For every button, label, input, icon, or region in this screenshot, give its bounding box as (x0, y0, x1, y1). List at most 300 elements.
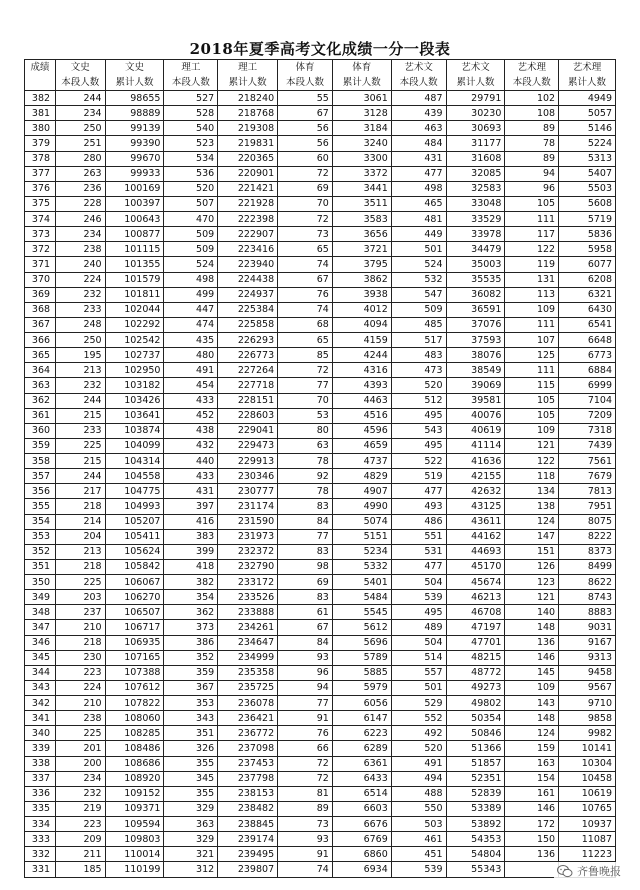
count-cell: 218 (55, 559, 105, 574)
count-cell: 109371 (105, 801, 164, 816)
count-cell: 110014 (105, 847, 164, 862)
count-cell: 536 (164, 166, 218, 181)
count-cell: 523 (164, 136, 218, 151)
count-cell: 477 (391, 484, 446, 499)
count-cell: 102 (505, 91, 559, 106)
count-cell: 70 (278, 196, 333, 211)
count-cell: 74 (278, 257, 333, 272)
count-cell: 225384 (218, 302, 278, 317)
count-cell: 527 (164, 91, 218, 106)
count-cell: 5545 (332, 605, 391, 620)
score-cell: 356 (25, 484, 56, 499)
count-cell: 5151 (332, 529, 391, 544)
count-cell: 11087 (559, 832, 616, 847)
count-cell: 211 (55, 847, 105, 862)
count-cell: 65 (278, 333, 333, 348)
count-cell: 6289 (332, 741, 391, 756)
count-cell: 111 (505, 212, 559, 227)
count-cell: 89 (505, 121, 559, 136)
count-cell: 11223 (559, 847, 616, 862)
count-cell: 172 (505, 817, 559, 832)
count-cell: 4316 (332, 363, 391, 378)
count-cell: 104993 (105, 499, 164, 514)
count-cell: 501 (391, 680, 446, 695)
count-cell: 77 (278, 378, 333, 393)
count-cell: 362 (164, 605, 218, 620)
count-cell: 73 (278, 227, 333, 242)
count-cell: 102292 (105, 317, 164, 332)
count-cell: 7561 (559, 454, 616, 469)
count-cell: 232 (55, 786, 105, 801)
count-cell: 6208 (559, 272, 616, 287)
count-cell: 101579 (105, 272, 164, 287)
count-cell: 47197 (446, 620, 505, 635)
count-cell: 37593 (446, 333, 505, 348)
count-cell: 32583 (446, 181, 505, 196)
count-cell: 484 (391, 136, 446, 151)
count-cell: 524 (391, 257, 446, 272)
score-cell: 377 (25, 166, 56, 181)
count-cell: 217 (55, 484, 105, 499)
count-cell: 355 (164, 756, 218, 771)
count-cell: 46708 (446, 605, 505, 620)
table-row (25, 680, 616, 695)
count-cell: 53389 (446, 801, 505, 816)
count-cell: 221421 (218, 181, 278, 196)
table-row (25, 469, 616, 484)
table-row (25, 605, 616, 620)
count-cell: 3441 (332, 181, 391, 196)
count-cell: 233172 (218, 575, 278, 590)
count-cell: 150 (505, 832, 559, 847)
count-cell: 10304 (559, 756, 616, 771)
count-cell: 107612 (105, 680, 164, 695)
score-cell: 351 (25, 559, 56, 574)
score-cell: 372 (25, 242, 56, 257)
count-cell: 113 (505, 287, 559, 302)
count-cell: 351 (164, 726, 218, 741)
header-cell: 艺术理 (505, 60, 559, 76)
count-cell: 6430 (559, 302, 616, 317)
table-row (25, 559, 616, 574)
count-cell: 234 (55, 106, 105, 121)
count-cell: 3862 (332, 272, 391, 287)
count-cell: 5074 (332, 514, 391, 529)
count-cell: 222907 (218, 227, 278, 242)
score-cell: 373 (25, 227, 56, 242)
table-row (25, 575, 616, 590)
count-cell: 209 (55, 832, 105, 847)
count-cell: 83 (278, 499, 333, 514)
table-row (25, 166, 616, 181)
count-cell: 89 (278, 801, 333, 816)
score-cell: 357 (25, 469, 56, 484)
count-cell: 235358 (218, 665, 278, 680)
score-cell: 332 (25, 847, 56, 862)
table-row (25, 227, 616, 242)
count-cell: 231174 (218, 499, 278, 514)
count-cell: 69 (278, 575, 333, 590)
table-row (25, 257, 616, 272)
table-row (25, 454, 616, 469)
count-cell: 237798 (218, 771, 278, 786)
count-cell: 108285 (105, 726, 164, 741)
count-cell: 6077 (559, 257, 616, 272)
count-cell: 234 (55, 771, 105, 786)
table-row (25, 847, 616, 862)
table-row (25, 801, 616, 816)
count-cell: 102737 (105, 348, 164, 363)
count-cell: 49273 (446, 680, 505, 695)
count-cell: 359 (164, 665, 218, 680)
score-cell: 376 (25, 181, 56, 196)
count-cell: 34479 (446, 242, 505, 257)
count-cell: 449 (391, 227, 446, 242)
count-cell: 99670 (105, 151, 164, 166)
count-cell: 4516 (332, 408, 391, 423)
count-cell: 49802 (446, 696, 505, 711)
count-cell: 3240 (332, 136, 391, 151)
count-cell: 7439 (559, 438, 616, 453)
count-cell: 40076 (446, 408, 505, 423)
count-cell: 108920 (105, 771, 164, 786)
table-row (25, 484, 616, 499)
count-cell: 329 (164, 832, 218, 847)
count-cell: 461 (391, 832, 446, 847)
count-cell: 53892 (446, 817, 505, 832)
count-cell: 91 (278, 847, 333, 862)
count-cell: 7951 (559, 499, 616, 514)
count-cell: 72 (278, 212, 333, 227)
table-row (25, 726, 616, 741)
count-cell: 234647 (218, 635, 278, 650)
count-cell: 431 (391, 151, 446, 166)
count-cell: 140 (505, 605, 559, 620)
count-cell: 5332 (332, 559, 391, 574)
count-cell: 5979 (332, 680, 391, 695)
count-cell: 43611 (446, 514, 505, 529)
count-cell: 363 (164, 817, 218, 832)
count-cell: 491 (391, 756, 446, 771)
count-cell: 477 (391, 559, 446, 574)
count-cell: 10619 (559, 786, 616, 801)
count-cell: 92 (278, 469, 333, 484)
count-cell: 100877 (105, 227, 164, 242)
count-cell: 220901 (218, 166, 278, 181)
count-cell: 470 (164, 212, 218, 227)
count-cell: 104558 (105, 469, 164, 484)
count-cell: 5313 (559, 151, 616, 166)
count-cell: 228151 (218, 393, 278, 408)
count-cell: 45170 (446, 559, 505, 574)
count-cell: 6999 (559, 378, 616, 393)
count-cell: 238153 (218, 786, 278, 801)
header-cell: 艺术理 (559, 60, 616, 76)
count-cell: 145 (505, 665, 559, 680)
count-cell: 147 (505, 529, 559, 544)
count-cell (505, 862, 559, 877)
count-cell: 105 (505, 196, 559, 211)
header-cell: 累计人数 (446, 75, 505, 91)
score-cell: 379 (25, 136, 56, 151)
count-cell: 501 (391, 242, 446, 257)
count-cell: 433 (164, 469, 218, 484)
count-cell: 78 (278, 484, 333, 499)
count-cell: 8075 (559, 514, 616, 529)
count-cell: 80 (278, 423, 333, 438)
table-row (25, 106, 616, 121)
score-cell: 374 (25, 212, 56, 227)
count-cell: 451 (391, 847, 446, 862)
count-cell: 67 (278, 106, 333, 121)
count-cell: 236 (55, 181, 105, 196)
count-cell: 41114 (446, 438, 505, 453)
header-cell (25, 75, 56, 91)
count-cell: 498 (164, 272, 218, 287)
count-cell: 355 (164, 786, 218, 801)
count-cell: 6773 (559, 348, 616, 363)
score-cell: 375 (25, 196, 56, 211)
header-cell: 文史 (105, 60, 164, 76)
count-cell: 29791 (446, 91, 505, 106)
count-cell: 51366 (446, 741, 505, 756)
count-cell: 108486 (105, 741, 164, 756)
count-cell: 7679 (559, 469, 616, 484)
count-cell: 96 (505, 181, 559, 196)
count-cell: 204 (55, 529, 105, 544)
header-cell: 累计人数 (218, 75, 278, 91)
score-cell: 344 (25, 665, 56, 680)
count-cell: 37076 (446, 317, 505, 332)
table-row (25, 196, 616, 211)
count-cell: 148 (505, 620, 559, 635)
count-cell: 514 (391, 650, 446, 665)
count-cell: 492 (391, 726, 446, 741)
count-cell: 44162 (446, 529, 505, 544)
count-cell: 44693 (446, 544, 505, 559)
count-cell: 473 (391, 363, 446, 378)
table-row (25, 181, 616, 196)
header-cell: 文史 (55, 60, 105, 76)
count-cell: 107 (505, 333, 559, 348)
count-cell: 386 (164, 635, 218, 650)
count-cell: 7813 (559, 484, 616, 499)
count-cell: 486 (391, 514, 446, 529)
count-cell: 218768 (218, 106, 278, 121)
score-cell: 370 (25, 272, 56, 287)
count-cell: 6603 (332, 801, 391, 816)
count-cell: 109 (505, 302, 559, 317)
score-cell: 380 (25, 121, 56, 136)
count-cell: 477 (391, 166, 446, 181)
score-cell: 333 (25, 832, 56, 847)
count-cell: 354 (164, 590, 218, 605)
count-cell: 4094 (332, 317, 391, 332)
count-cell: 5958 (559, 242, 616, 257)
count-cell: 78 (278, 454, 333, 469)
count-cell: 218 (55, 635, 105, 650)
count-cell: 121 (505, 590, 559, 605)
count-cell: 9167 (559, 635, 616, 650)
count-cell: 539 (391, 590, 446, 605)
count-cell: 215 (55, 454, 105, 469)
count-cell: 551 (391, 529, 446, 544)
count-cell: 6321 (559, 287, 616, 302)
count-cell: 122 (505, 454, 559, 469)
count-cell: 239495 (218, 847, 278, 862)
count-cell: 228 (55, 196, 105, 211)
count-cell: 8222 (559, 529, 616, 544)
count-cell: 418 (164, 559, 218, 574)
count-cell: 237453 (218, 756, 278, 771)
count-cell: 215 (55, 408, 105, 423)
count-cell: 104314 (105, 454, 164, 469)
count-cell: 495 (391, 605, 446, 620)
count-cell: 329 (164, 801, 218, 816)
score-cell: 371 (25, 257, 56, 272)
count-cell: 524 (164, 257, 218, 272)
count-cell: 312 (164, 862, 218, 877)
count-cell: 76 (278, 287, 333, 302)
header-cell: 本段人数 (164, 75, 218, 91)
count-cell: 373 (164, 620, 218, 635)
count-cell: 229041 (218, 423, 278, 438)
count-cell: 109594 (105, 817, 164, 832)
count-cell: 45674 (446, 575, 505, 590)
score-cell: 339 (25, 741, 56, 756)
count-cell: 3656 (332, 227, 391, 242)
header-cell: 累计人数 (559, 75, 616, 91)
count-cell: 231973 (218, 529, 278, 544)
count-cell: 67 (278, 272, 333, 287)
count-cell: 106067 (105, 575, 164, 590)
count-cell: 353 (164, 696, 218, 711)
count-cell: 69 (278, 181, 333, 196)
score-cell: 341 (25, 711, 56, 726)
count-cell: 219 (55, 801, 105, 816)
count-cell: 39581 (446, 393, 505, 408)
count-cell: 494 (391, 771, 446, 786)
count-cell: 134 (505, 484, 559, 499)
count-cell: 143 (505, 696, 559, 711)
count-cell: 5484 (332, 590, 391, 605)
count-cell: 6676 (332, 817, 391, 832)
count-cell: 83 (278, 544, 333, 559)
count-cell: 131 (505, 272, 559, 287)
table-row (25, 438, 616, 453)
count-cell: 55343 (446, 862, 505, 877)
count-cell: 433 (164, 393, 218, 408)
count-cell: 36082 (446, 287, 505, 302)
header-cell: 本段人数 (391, 75, 446, 91)
header-cell: 理工 (164, 60, 218, 76)
score-cell: 382 (25, 91, 56, 106)
count-cell: 4659 (332, 438, 391, 453)
count-cell: 280 (55, 151, 105, 166)
count-cell: 7318 (559, 423, 616, 438)
count-cell: 60 (278, 151, 333, 166)
count-cell: 105 (505, 408, 559, 423)
count-cell: 244 (55, 393, 105, 408)
count-cell: 78 (505, 136, 559, 151)
score-cell: 378 (25, 151, 56, 166)
count-cell: 61 (278, 605, 333, 620)
count-cell: 218 (55, 499, 105, 514)
count-cell: 230777 (218, 484, 278, 499)
count-cell: 72 (278, 771, 333, 786)
count-cell: 35003 (446, 257, 505, 272)
count-cell: 5146 (559, 121, 616, 136)
count-cell: 10458 (559, 771, 616, 786)
count-cell: 447 (164, 302, 218, 317)
count-cell: 465 (391, 196, 446, 211)
count-cell: 5696 (332, 635, 391, 650)
header-cell: 体育 (332, 60, 391, 76)
count-cell: 235725 (218, 680, 278, 695)
count-cell: 540 (164, 121, 218, 136)
table-row (25, 378, 616, 393)
score-cell: 381 (25, 106, 56, 121)
count-cell: 102950 (105, 363, 164, 378)
count-cell: 226293 (218, 333, 278, 348)
count-cell: 5789 (332, 650, 391, 665)
count-cell: 200 (55, 756, 105, 771)
count-cell: 480 (164, 348, 218, 363)
score-cell: 354 (25, 514, 56, 529)
count-cell: 503 (391, 817, 446, 832)
count-cell: 105842 (105, 559, 164, 574)
count-cell: 108686 (105, 756, 164, 771)
count-cell: 233888 (218, 605, 278, 620)
header-cell: 艺术文 (391, 60, 446, 76)
count-cell: 109152 (105, 786, 164, 801)
count-cell: 509 (164, 227, 218, 242)
table-row (25, 408, 616, 423)
score-cell: 349 (25, 590, 56, 605)
score-cell: 350 (25, 575, 56, 590)
count-cell: 234 (55, 227, 105, 242)
count-cell: 41636 (446, 454, 505, 469)
count-cell: 495 (391, 438, 446, 453)
count-cell: 33048 (446, 196, 505, 211)
count-cell: 105624 (105, 544, 164, 559)
count-cell: 101811 (105, 287, 164, 302)
count-cell: 98889 (105, 106, 164, 121)
count-cell: 148 (505, 711, 559, 726)
count-cell: 103874 (105, 423, 164, 438)
count-cell: 40619 (446, 423, 505, 438)
count-cell: 83 (278, 590, 333, 605)
count-cell: 124 (505, 514, 559, 529)
count-cell: 146 (505, 801, 559, 816)
score-cell: 352 (25, 544, 56, 559)
count-cell: 31608 (446, 151, 505, 166)
count-cell: 105 (505, 393, 559, 408)
count-cell: 224937 (218, 287, 278, 302)
count-cell: 3128 (332, 106, 391, 121)
count-cell: 46213 (446, 590, 505, 605)
count-cell: 100169 (105, 181, 164, 196)
score-cell: 367 (25, 317, 56, 332)
count-cell: 103426 (105, 393, 164, 408)
count-cell: 4737 (332, 454, 391, 469)
count-cell: 238845 (218, 817, 278, 832)
count-cell: 4393 (332, 378, 391, 393)
count-cell: 99390 (105, 136, 164, 151)
header-cell: 体育 (278, 60, 333, 76)
count-cell: 98655 (105, 91, 164, 106)
count-cell: 223940 (218, 257, 278, 272)
